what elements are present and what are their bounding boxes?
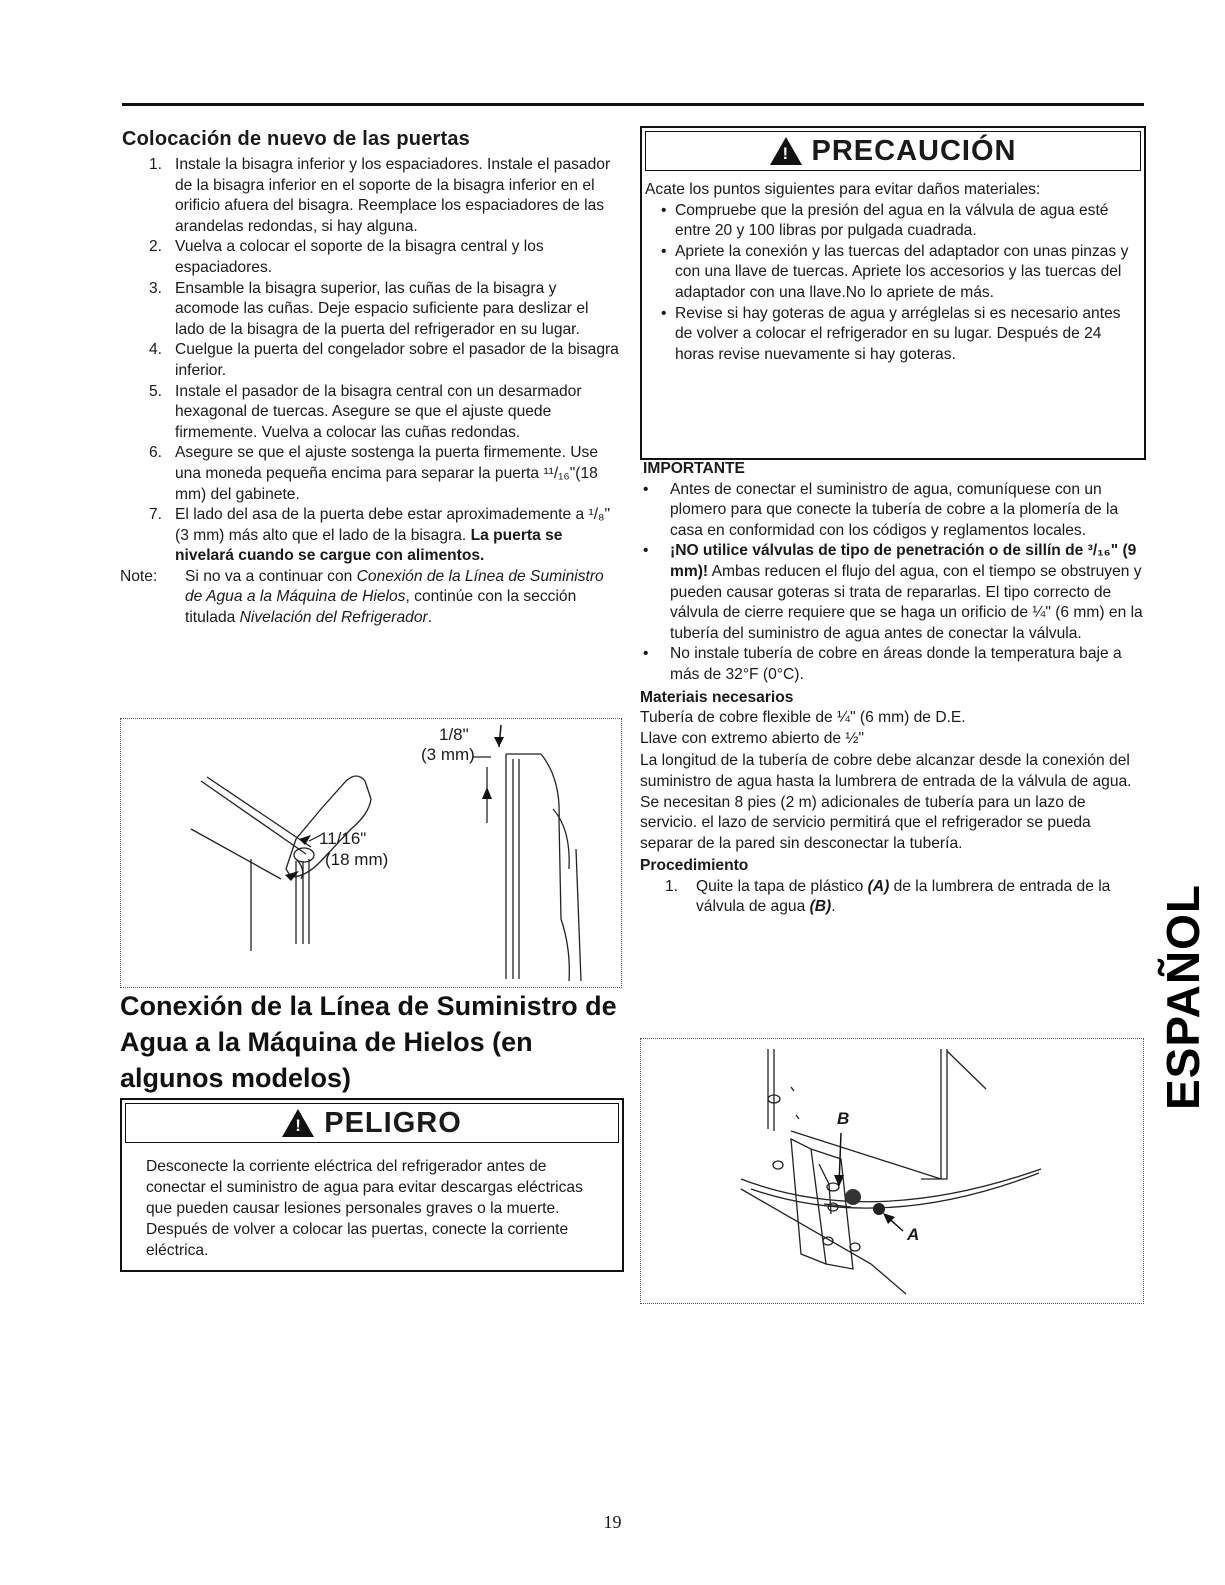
page-number: 19 [603,1512,622,1532]
step-number: 3 . [140,279,162,300]
procedure-title: Procedimiento [640,857,749,875]
step-number: 1 . [660,877,678,898]
caution-title: PRECAUCIÓN [811,134,1017,167]
label-b: B [837,1109,850,1128]
step-bold-text: La puerta se nivelará cuando se cargue con alimentos. [175,526,563,565]
step-number: 4 . [140,340,162,361]
important-title: IMPORTANTE [643,460,745,477]
important-bold: ¡NO utilice válvulas de tipo de penetración o de sillín de ³/₁₆" (9 mm)! [670,542,1137,580]
step-text: Quite la tapa de plástico [696,877,868,895]
important-text: Antes de conectar el suministro de agua, comuníquese con un plomero para que conecte la tubería de cobre a la plomería de la casa en conformidad con los códigos y reglamentos locales. [670,480,1119,539]
procedure-list [640,877,1144,918]
important-text: Ambas reducen el flujo del agua, con el tiempo se obstruyen y pueden causar goteras si trata de repararlas. El tipo correcto de válvula de cierre requiere que se haga un orificio de ¼" (6 mm) en la tubería del suministro de agua antes de conectar la válvula. [670,562,1143,642]
door-steps-list [120,155,620,567]
material-item: Tubería de cobre flexible de ¼" (6 mm) de D.E. [640,709,966,727]
list-item: • Revise si hay goteras de agua y arréglelas si es necesario antes de volver a colocar el refrigerador en su lugar. Después de 24 horas revise nuevamente si hay goteras. [645,304,1134,366]
list-item [640,480,1144,542]
list-item [120,382,620,444]
danger-header [125,1103,619,1143]
list-item [640,644,1144,685]
list-item [640,877,1144,918]
list-item [120,443,620,505]
water-valve-illustration [641,1039,1143,1303]
tubing-length-text: La longitud de la tubería de cobre debe alcanzar desde la conexión del suministro de agua hasta la lumbrera de entrada de la válvula de agua. Se necesitan 8 pies (2 m) adicionales de tubería para un lazo de servicio. el lazo de servicio permitirá que el refrigerador se pueda separar de la pared sin desconectar la tubería. [640,752,1132,852]
warning-triangle-icon [770,137,802,165]
hinge-figure [120,718,622,988]
step-text: Cuelgue la puerta del congelador sobre el pasador de la bisagra inferior. [175,341,619,379]
step-text: El lado del asa de la puerta debe estar aproximademente a ¹/₈" (3 mm) más alto que el lado de la bisagra. [175,506,611,544]
step-text: Ensamble la bisagra superior, las cuñas de la bisagra y acomode las cuñas. Deje espacio suficiente para deslizar el lado de la bisagra de la puerta del refrigerador en su lugar. [175,279,589,338]
left-column [120,128,620,629]
right-column [640,459,1144,918]
note-italic: Nivelación del Refrigerador [239,609,428,627]
language-side-tab [1154,884,1214,1142]
part-ref: (A) [867,877,890,895]
note-text: . [427,609,433,627]
step-text: Asegure se que el ajuste sostenga la puerta firmemente. Use una moneda pequeña encima para separar la puerta ¹¹/₁₆"(18 mm) del gabinete. [175,444,599,503]
list-item [640,541,1144,644]
note-italic: Conexión de la Línea de Suministro de Agua a la Máquina de Hielos [185,567,604,606]
step-text: Vuelva a colocar el soporte de la bisagra central y los espaciadores. [175,238,544,276]
eighth-mm-label: (3 mm) [421,745,475,764]
step-number: 7 . [140,505,162,526]
step-number: 5 . [140,382,162,403]
note-text: , continúe con la sección titulada [185,588,577,627]
list-item [120,237,620,278]
eighth-inch-label: 1/8" [439,725,469,744]
water-line-heading: Conexión de la Línea de Suministro de Agua a la Máquina de Hielos (en algunos modelos) [120,991,617,1093]
list-item [120,340,620,381]
danger-title: PELIGRO [324,1106,462,1139]
list-item [120,505,620,567]
step-number: 6 . [140,443,162,464]
list-item [120,279,620,341]
step-text: Instale el pasador de la bisagra central con un desarmador hexagonal de tuercas. Asegure se que el ajuste quede firmemente. Vuelva a colocar las cuñas redondas. [175,382,582,441]
section-title: Colocación de nuevo de las puertas [122,128,471,150]
caution-intro: Acate los puntos siguientes para evitar daños materiales: [645,181,1041,198]
important-list [640,480,1144,686]
language-tab-label: ESPAÑOL [1157,884,1209,1110]
note [120,567,620,629]
sixteenth-mm-label: (18 mm) [325,850,389,869]
danger-box [120,1098,624,1272]
list-item: • Apriete la conexión y las tuercas del adaptador con unas pinzas y con una llave de tuercas. Apriete los accesorios y las tuercas del adaptador con una llave.No lo apriete de más. [645,242,1134,304]
step-number: 1 . [140,155,162,176]
water-valve-figure [640,1038,1144,1304]
step-text: Instale la bisagra inferior y los espaciadores. Instale el pasador de la bisagra inferior en el soporte de la bisagra inferior en el orificio afuera del bisagra. Reemplace los espaciadores de las arandelas redondas, si hay alguna. [175,156,611,235]
caution-body [642,174,1144,365]
list-item: • Compruebe que la presión del agua en la válvula de agua esté entre 20 y 100 libras por pulgada cuadrada. [645,201,1134,242]
label-a: A [907,1225,920,1244]
step-number: 2 . [140,237,162,258]
caution-header [645,131,1141,171]
list-item [120,155,620,237]
top-rule [122,103,1144,106]
danger-body: Desconecte la corriente eléctrica del refrigerador antes de conectar el suministro de agua para evitar descargas eléctricas que pueden causar lesiones personales graves o la muerte. Después de volver a colocar las puertas, conecte la corriente eléctrica. [146,1158,583,1259]
materials-title: Materiais necesarios [640,688,794,706]
warning-triangle-icon [282,1109,314,1137]
caution-box [640,126,1146,460]
step-text: de la lumbrera de entrada de la válvula de agua [696,877,1111,916]
step-text: . [831,898,836,916]
sixteenth-inch-label: 11/16" [319,829,367,848]
part-ref: (B) [809,898,832,916]
note-label: Note: [120,567,158,585]
important-text: No instale tubería de cobre en áreas donde la temperatura baje a más de 32°F (0°C). [670,645,1122,683]
caution-list [645,201,1134,366]
note-text: Si no va a continuar con [185,567,357,585]
material-item: Llave con extremo abierto de ½" [640,729,864,747]
